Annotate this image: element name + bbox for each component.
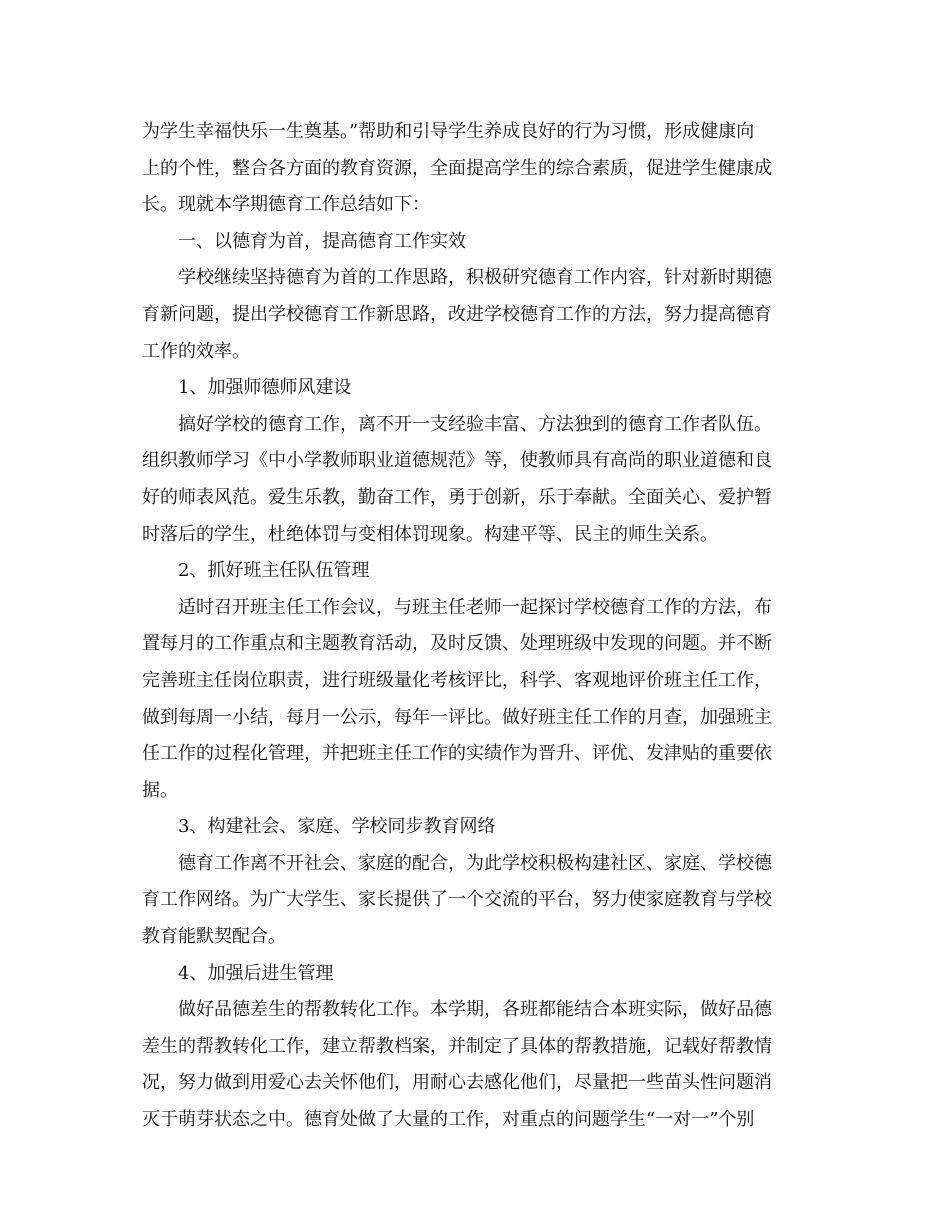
body-text-line: 差生的帮教转化工作，建立帮教档案，并制定了具体的帮教措施，记载好帮教情 <box>142 1035 772 1057</box>
subsection-heading: 2、抓好班主任队伍管理 <box>178 560 370 582</box>
body-text-line: 况，努力做到用爱心去关怀他们，用耐心去感化他们，尽量把一些苗头性问题消 <box>142 1072 772 1094</box>
body-text-line: 长。现就本学期德育工作总结如下： <box>142 194 430 216</box>
body-text-line: 时落后的学生，杜绝体罚与变相体罚现象。构建平等、民主的师生关系。 <box>142 523 718 545</box>
body-text-line: 任工作的过程化管理，并把班主任工作的实绩作为晋升、评优、发津贴的重要依 <box>142 743 772 765</box>
body-text-line: 育工作网络。为广大学生、家长提供了一个交流的平台，努力使家庭教育与学校 <box>142 889 772 911</box>
subsection-heading: 1、加强师德师风建设 <box>178 377 352 399</box>
body-text-line: 完善班主任岗位职责，进行班级量化考核评比，科学、客观地评价班主任工作， <box>142 669 772 691</box>
body-text-line: 好的师表风范。爱生乐教，勤奋工作，勇于创新，乐于奉献。全面关心、爱护暂 <box>142 486 772 508</box>
body-text-line: 上的个性，整合各方面的教育资源，全面提高学生的综合素质，促进学生健康成 <box>142 157 772 179</box>
subsection-heading: 3、构建社会、家庭、学校同步教育网络 <box>178 816 496 838</box>
body-text-line: 教育能默契配合。 <box>142 926 286 948</box>
body-text-line: 育新问题，提出学校德育工作新思路，改进学校德育工作的方法，努力提高德育 <box>142 303 772 325</box>
section-heading: 一、以德育为首，提高德育工作实效 <box>178 230 466 252</box>
paragraph-first-line: 德育工作离不开社会、家庭的配合，为此学校积极构建社区、家庭、学校德 <box>178 852 772 874</box>
body-text-line: 置每月的工作重点和主题教育活动，及时反馈、处理班级中发现的问题。并不断 <box>142 633 772 655</box>
subsection-heading: 4、加强后进生管理 <box>178 962 334 984</box>
paragraph-first-line: 学校继续坚持德育为首的工作思路，积极研究德育工作内容，针对新时期德 <box>178 267 772 289</box>
body-text-line: 据。 <box>142 779 178 801</box>
paragraph-first-line: 适时召开班主任工作会议，与班主任老师一起探讨学校德育工作的方法，布 <box>178 596 772 618</box>
body-text-line: 组织教师学习《中小学教师职业道德规范》等，使教师具有高尚的职业道德和良 <box>142 450 772 472</box>
body-text-line: 做到每周一小结，每月一公示，每年一评比。做好班主任工作的月查，加强班主 <box>142 706 772 728</box>
paragraph-first-line: 做好品德差生的帮教转化工作。本学期，各班都能结合本班实际，做好品德 <box>178 999 772 1021</box>
paragraph-first-line: 搞好学校的德育工作，离不开一支经验丰富、方法独到的德育工作者队伍。 <box>178 413 772 435</box>
body-text-line: 工作的效率。 <box>142 340 250 362</box>
body-text-line: 为学生幸福快乐一生奠基。”帮助和引导学生养成良好的行为习惯，形成健康向 <box>142 121 755 142</box>
document-body <box>142 114 800 1139</box>
body-text-line: 灭于萌芽状态之中。德育处做了大量的工作，对重点的问题学生“一对一”个别 <box>142 1109 755 1131</box>
